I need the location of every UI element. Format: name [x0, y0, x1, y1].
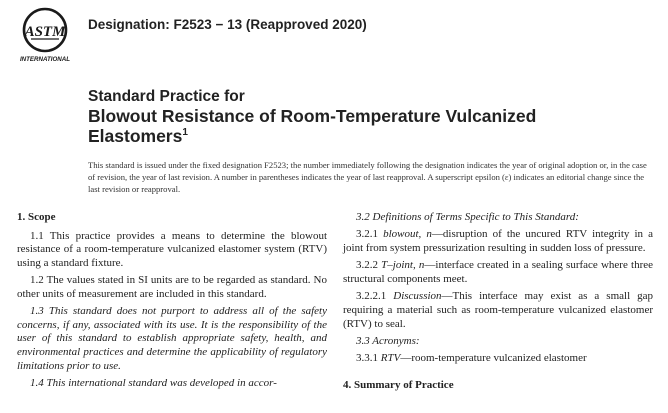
paragraph-1-3: 1.3 This standard does not purport to address all of the safety concerns, if any, associated with its use. It is the responsibility of the user of this standard to establish appropriate safety, health, and environmental practices and determine the applicability of regulatory limitations prior to use. [17, 305, 327, 372]
astm-logo [14, 6, 76, 64]
paragraph-3-3: 3.3 Acronyms: [356, 334, 420, 347]
title-line-2: Blowout Resistance of Room-Temperature Vulcanized [88, 106, 537, 126]
section-1-heading: 1. Scope [17, 211, 56, 223]
paragraph-3-2-2-1: 3.2.2.1 Discussion—This interface may exist as a small gap requiring a material such as room-temperature vulcanized elastomer (RTV) to seal. [343, 290, 654, 330]
left-column [17, 211, 327, 394]
paragraph-3-2-1: 3.2.1 blowout, n—disruption of the uncured RTV integrity in a joint from system pressurization resulting in sudden loss of pressure. [343, 228, 654, 254]
paragraph-1-1: 1.1 This practice provides a means to determine the blowout resistance of a room-temperature vulcanized elastomer system (RTV) using a standard fixture. [17, 229, 327, 269]
logo-subtitle: INTERNATIONAL [19, 56, 71, 63]
paragraph-3-2-2: 3.2.2 T–joint, n—interface created in a sealing surface where three structural components meet. [343, 259, 654, 285]
title-footnote-mark: 1 [182, 127, 188, 139]
designation: Designation: F2523 − 13 (Reapproved 2020) [88, 17, 367, 32]
section-4-heading: 4. Summary of Practice [343, 378, 454, 391]
document-title [88, 88, 536, 146]
paragraph-1-2: 1.2 The values stated in SI units are to be regarded as standard. No other units of measurement are included in this standard. [17, 274, 327, 300]
right-column [343, 211, 653, 396]
paragraph-3-2: 3.2 Definitions of Terms Specific to This Standard: [356, 211, 579, 223]
paragraph-1-4: 1.4 This international standard was developed in accor- [30, 376, 277, 389]
title-line-3: Elastomers$^1$ [88, 126, 188, 146]
paragraph-3-3-1: 3.3.1 RTV—room-temperature vulcanized elastomer [356, 352, 587, 365]
logo-wordmark: ASTM [24, 24, 66, 40]
title-line-1: Standard Practice for [88, 88, 245, 105]
preamble [88, 160, 648, 195]
preamble-text: This standard is issued under the fixed designation F2523; the number immediately following the designation indicates the year of original adoption or, in the case of revision, the year of last revision. A number in parentheses indicates the year of last reapproval. A superscript epsilon (ε) indicates an editorial change since the last revision or reapproval. [88, 160, 647, 194]
